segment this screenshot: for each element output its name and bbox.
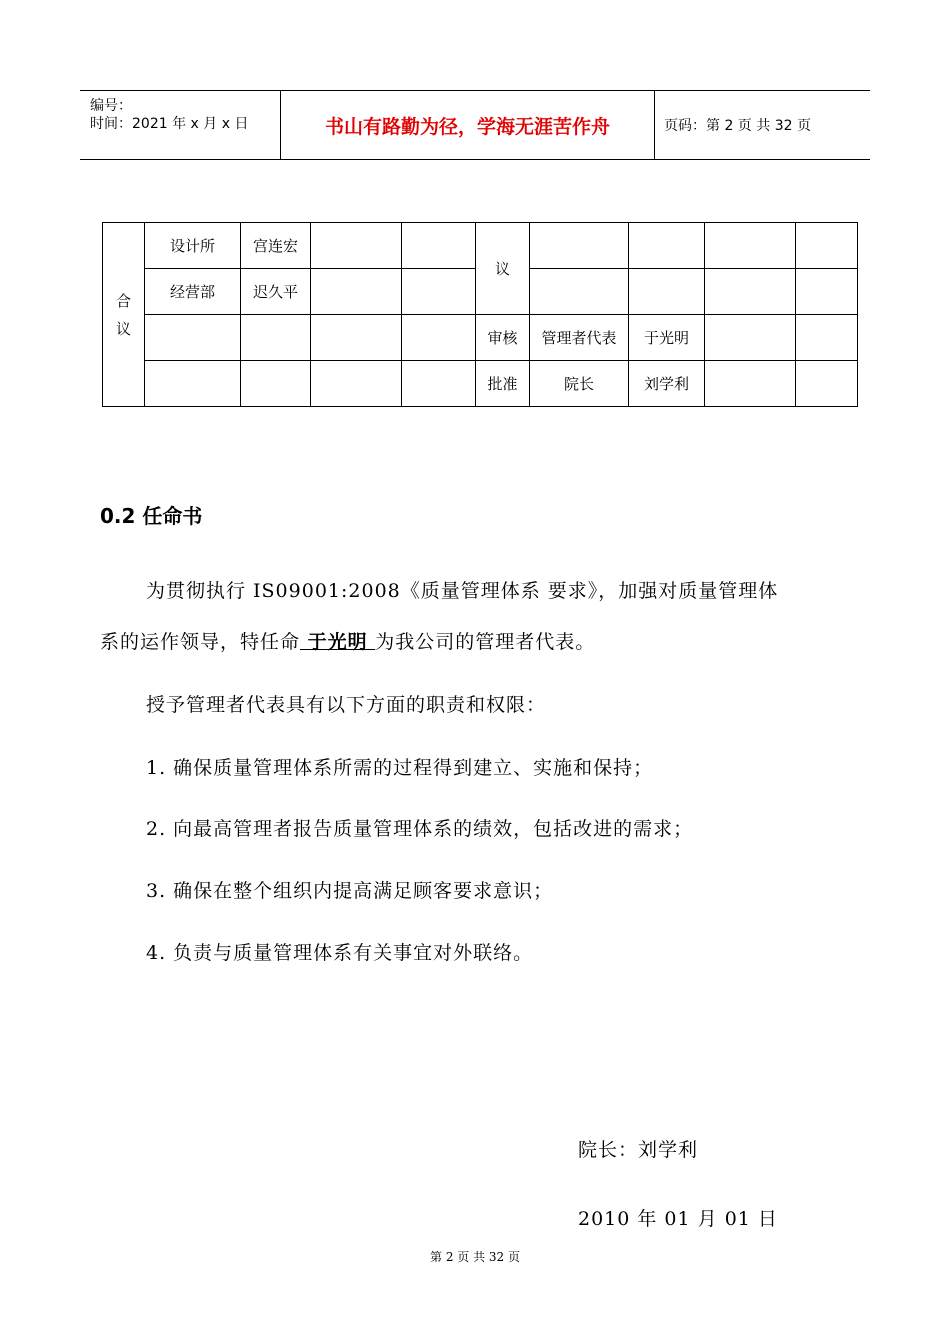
dept-cell: 设计所 bbox=[145, 223, 241, 269]
huiyi-label-cell bbox=[103, 223, 145, 407]
section-title: 0.2 任命书 bbox=[100, 504, 203, 528]
empty-cell bbox=[402, 315, 476, 361]
name-cell: 迟久平 bbox=[241, 269, 311, 315]
intro-line-2 bbox=[100, 627, 595, 654]
empty-cell bbox=[705, 223, 796, 269]
empty-cell bbox=[796, 223, 858, 269]
intro-line-2-pre: 系的运作领导，特任命 bbox=[100, 631, 301, 653]
review-label: 审核 bbox=[476, 315, 530, 361]
duty-item: 1. 确保质量管理体系所需的过程得到建立、实施和保持； bbox=[146, 757, 654, 779]
page-footer: 第 2 页 共 32 页 bbox=[430, 1250, 520, 1264]
appointee-name: 于光明 bbox=[300, 631, 376, 653]
approve-label: 批准 bbox=[476, 361, 530, 407]
empty-cell bbox=[796, 315, 858, 361]
date: 2010 年 01 月 01 日 bbox=[578, 1208, 778, 1230]
intro-line-1: 为贯彻执行 IS09001:2008《质量管理体系 要求》，加强对质量管理体 bbox=[146, 580, 779, 602]
empty-cell bbox=[530, 223, 629, 269]
duty-item: 2. 向最高管理者报告质量管理体系的绩效，包括改进的需求； bbox=[146, 818, 694, 840]
name-cell: 宫连宏 bbox=[241, 223, 311, 269]
signature: 院长：刘学利 bbox=[578, 1139, 699, 1161]
huiyi-label: 合议 bbox=[115, 291, 131, 338]
approve-name: 刘学利 bbox=[629, 361, 705, 407]
header-page-info: 页码：第 2 页 共 32 页 bbox=[664, 118, 811, 134]
empty-cell bbox=[629, 223, 705, 269]
number-label: 编号： bbox=[90, 98, 132, 114]
empty-cell bbox=[705, 269, 796, 315]
yi-label: 议 bbox=[476, 223, 530, 315]
review-role: 管理者代表 bbox=[530, 315, 629, 361]
empty-cell bbox=[145, 361, 241, 407]
empty-cell bbox=[311, 361, 402, 407]
duties-intro: 授予管理者代表具有以下方面的职责和权限： bbox=[146, 694, 547, 716]
empty-cell bbox=[705, 315, 796, 361]
empty-cell bbox=[796, 361, 858, 407]
empty-cell bbox=[145, 315, 241, 361]
duty-item: 3. 确保在整个组织内提高满足顾客要求意识； bbox=[146, 880, 554, 902]
empty-cell bbox=[311, 223, 402, 269]
empty-cell bbox=[705, 361, 796, 407]
dept-cell: 经营部 bbox=[145, 269, 241, 315]
empty-cell bbox=[402, 223, 476, 269]
duty-item: 4. 负责与质量管理体系有关事宜对外联络。 bbox=[146, 942, 534, 964]
approve-role: 院长 bbox=[530, 361, 629, 407]
empty-cell bbox=[629, 269, 705, 315]
header-motto: 书山有路勤为径，学海无涯苦作舟 bbox=[281, 91, 655, 159]
empty-cell bbox=[402, 269, 476, 315]
empty-cell bbox=[311, 315, 402, 361]
empty-cell bbox=[241, 315, 311, 361]
empty-cell bbox=[241, 361, 311, 407]
header-meta bbox=[80, 91, 281, 159]
empty-cell bbox=[402, 361, 476, 407]
review-name: 于光明 bbox=[629, 315, 705, 361]
empty-cell bbox=[796, 269, 858, 315]
time-label: 时间：2021 年 x 月 x 日 bbox=[90, 116, 249, 132]
intro-line-2-post: 为我公司的管理者代表。 bbox=[375, 631, 596, 653]
empty-cell bbox=[530, 269, 629, 315]
page-header bbox=[80, 90, 870, 160]
sign-off-table bbox=[102, 222, 858, 407]
empty-cell bbox=[311, 269, 402, 315]
